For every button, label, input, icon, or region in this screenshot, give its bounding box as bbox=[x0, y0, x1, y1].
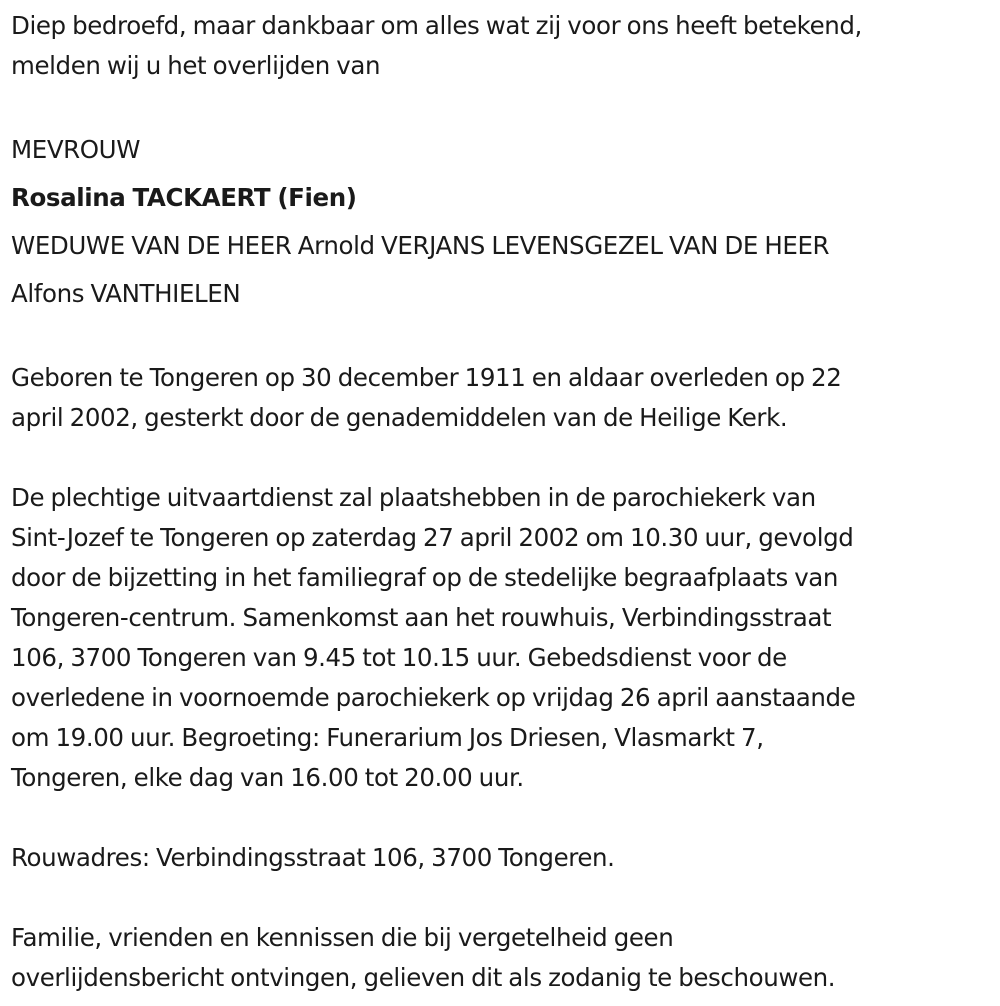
funeral-line: Tongeren, elke dag van 16.00 tot 20.00 uur. bbox=[11, 763, 524, 792]
closing-line: overlijdensbericht ontvingen, gelieven dit als zodanig te beschouwen. bbox=[11, 963, 836, 992]
death-notice bbox=[11, 6, 986, 998]
funeral-line: om 19.00 uur. Begroeting: Funerarium Jos Driesen, Vlasmarkt 7, bbox=[11, 723, 764, 752]
spacer bbox=[11, 798, 986, 838]
deceased-block bbox=[11, 126, 986, 318]
birth-death-line: april 2002, gesterkt door de genademiddelen van de Heilige Kerk. bbox=[11, 403, 788, 432]
address-paragraph bbox=[11, 838, 986, 878]
relation-line: WEDUWE VAN DE HEER Arnold VERJANS LEVENSGEZEL VAN DE HEER bbox=[11, 231, 830, 260]
funeral-line: 106, 3700 Tongeren van 9.45 tot 10.15 uur. Gebedsdienst voor de bbox=[11, 643, 787, 672]
intro-paragraph bbox=[11, 6, 986, 86]
closing-line: Familie, vrienden en kennissen die bij vergetelheid geen bbox=[11, 923, 674, 952]
intro-line: Diep bedroefd, maar dankbaar om alles wat zij voor ons heeft betekend, bbox=[11, 11, 862, 40]
funeral-paragraph bbox=[11, 478, 986, 798]
birth-death-paragraph bbox=[11, 358, 986, 438]
spacer bbox=[11, 86, 986, 126]
funeral-line: Tongeren-centrum. Samenkomst aan het rouwhuis, Verbindingsstraat bbox=[11, 603, 832, 632]
intro-line: melden wij u het overlijden van bbox=[11, 51, 381, 80]
funeral-line: overledene in voornoemde parochiekerk op vrijdag 26 april aanstaande bbox=[11, 683, 856, 712]
honorific: MEVROUW bbox=[11, 135, 141, 164]
deceased-name: Rosalina TACKAERT (Fien) bbox=[11, 183, 357, 212]
funeral-line: door de bijzetting in het familiegraf op de stedelijke begraafplaats van bbox=[11, 563, 839, 592]
spacer bbox=[11, 438, 986, 478]
birth-death-line: Geboren te Tongeren op 30 december 1911 en aldaar overleden op 22 bbox=[11, 363, 842, 392]
relation-line: Alfons VANTHIELEN bbox=[11, 279, 241, 308]
funeral-line: Sint-Jozef te Tongeren op zaterdag 27 april 2002 om 10.30 uur, gevolgd bbox=[11, 523, 854, 552]
spacer bbox=[11, 878, 986, 918]
closing-paragraph bbox=[11, 918, 986, 998]
funeral-line: De plechtige uitvaartdienst zal plaatshebben in de parochiekerk van bbox=[11, 483, 816, 512]
mourning-address: Rouwadres: Verbindingsstraat 106, 3700 Tongeren. bbox=[11, 843, 615, 872]
spacer bbox=[11, 318, 986, 358]
